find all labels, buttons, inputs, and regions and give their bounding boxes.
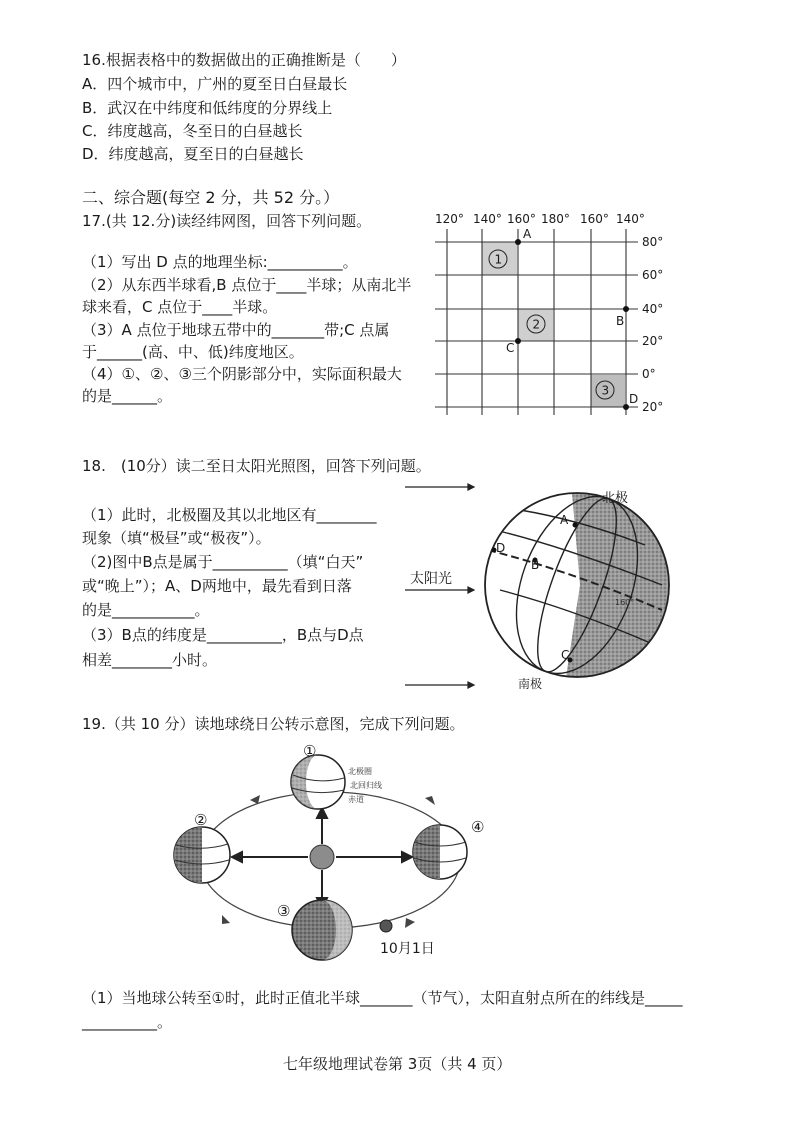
earth-position-2 [174,827,230,883]
q17-line-6: （4）①、②、③三个阴影部分中，实际面积最大 [82,365,402,383]
q16-option-c: C．纬度越高，冬至日的白昼越长 [82,122,303,140]
lat-label-20: 20° [642,334,664,348]
lon-label-180: 180° [541,212,570,226]
fig18-point-c-label: C [561,648,570,662]
q18-line-1: （1）此时，北极圈及其以北地区有________ [82,506,377,524]
q18-line-5: 的是___________。 [82,601,210,619]
q17-line-1: （1）写出 D 点的地理坐标:__________。 [82,253,358,271]
svg-text:北极圈: 北极圈 [348,767,372,776]
region-2-label: 2 [532,317,541,332]
lon-label-120: 120° [435,212,464,226]
position-label-3: ③ [277,902,291,920]
svg-text:北回归线: 北回归线 [350,781,382,790]
graticule-figure [430,205,680,420]
q16-option-a: A．四个城市中，广州的夏至日白昼最长 [82,75,348,93]
north-pole-label: 北极 [602,491,629,506]
svg-text:赤道: 赤道 [348,795,364,804]
q18-stem: 18. (10分）读二至日太阳光照图，回答下列问题。 [82,457,431,475]
q19-q1-line-1: （1）当地球公转至①时，此时正值北半球_______（节气），太阳直射点所在的纬线是_____ [82,989,683,1007]
lat-label-20s: 20° [642,400,664,414]
night-side [566,493,671,677]
q19-q1-line-2: __________。 [82,1013,173,1031]
q16-option-b: B．武汉在中纬度和低纬度的分界线上 [82,99,333,117]
region-1-label: 1 [494,252,503,267]
page-footer: 七年级地理试卷第 3页（共 4 页） [283,1055,512,1073]
q18-line-6: （3）B点的纬度是__________，B点与D点 [82,626,364,644]
lat-label-60: 60° [642,268,664,282]
q17-line-7: 的是______。 [82,387,173,405]
sun-icon [310,845,334,869]
q18-line-4: 或“晚上”）；A、D两地中，最先看到日落 [82,577,352,595]
fig18-point-a [573,523,578,528]
fig18-point-b-label: B [531,558,540,572]
earth-oct1-icon [380,920,392,932]
position-label-1: ① [303,742,317,760]
earth-position-1 [291,755,382,809]
lat-label-0: 0° [642,367,656,381]
point-a-label: A [523,227,532,241]
lat-label-80: 80° [642,235,664,249]
q18-line-7: 相差________小时。 [82,651,218,669]
q17-line-3: 球来看，C 点位于____半球。 [82,298,278,316]
sunlight-label: 太阳光 [410,571,452,587]
position-label-4: ④ [471,818,485,836]
section2-title: 二、综合题(每空 2 分，共 52 分。） [82,188,340,207]
q18-line-3: （2)图中B点是属于__________（填“白天” [82,553,364,571]
lon-label-140w: 140° [616,212,645,226]
position-label-2: ② [194,811,208,829]
q16-stem: 16.根据表格中的数据做出的正确推断是（ ） [82,51,406,69]
lon-label-140: 140° [473,212,502,226]
illumination-figure [400,475,790,700]
revolution-figure [160,740,520,965]
q17-line-5: 于______(高、中、低)纬度地区。 [82,343,304,361]
q19-stem: 19.（共 10 分）读地球绕日公转示意图，完成下列问题。 [82,715,465,733]
earth-position-4 [413,825,467,879]
meridian-label: 160° [615,598,635,607]
earth-position-3 [292,900,352,960]
point-a [515,239,521,245]
region-3-label: 3 [601,383,610,398]
point-c-label: C [506,341,515,355]
q16-option-d: D．纬度越高，夏至日的白昼越长 [82,145,304,163]
south-pole-label: 南极 [518,677,543,691]
lat-label-40: 40° [642,302,664,316]
fig18-point-d-label: D [496,541,506,555]
q17-line-2: （2）从东西半球看,B 点位于____半球；从南北半 [82,276,412,294]
point-b-label: B [616,314,625,328]
q17-line-4: （3）A 点位于地球五带中的_______带;C 点属 [82,321,390,339]
q17-stem: 17.(共 12.分)读经纬网图，回答下列问题。 [82,212,372,230]
lon-label-160w: 160° [580,212,609,226]
date-label: 10月1日 [380,941,435,957]
point-d-label: D [629,392,639,406]
lon-label-160: 160° [507,212,536,226]
point-b [623,306,629,312]
point-c [515,338,521,344]
fig18-point-a-label: A [560,513,569,527]
q18-line-2: 现象（填“极昼”或“极夜”）。 [82,529,271,547]
